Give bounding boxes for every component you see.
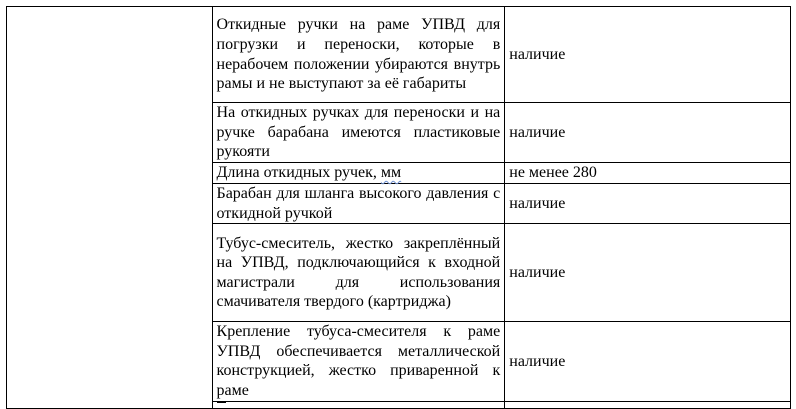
value-text: наличие bbox=[509, 263, 566, 281]
description-cell bbox=[212, 163, 505, 184]
description-text: На откидных ручках для переноски и на ручке барабана имеются пластиковые рукояти bbox=[216, 104, 501, 161]
description-cell bbox=[212, 103, 505, 163]
empty-cell bbox=[7, 7, 213, 409]
value-cell bbox=[505, 103, 791, 163]
description-text: Барабан для шланга высокого давления с откидной ручкой bbox=[216, 185, 501, 222]
description-cell bbox=[212, 7, 505, 103]
value-cell bbox=[505, 322, 791, 401]
description-cell bbox=[212, 224, 505, 322]
value-cell bbox=[505, 7, 791, 103]
value-cell bbox=[505, 224, 791, 322]
value-text: наличие bbox=[509, 45, 566, 63]
description-text: Крепление тубуса-смесителя к раме УПВД обеспечивается металлической конструкцией, жестко приваренной к раме bbox=[216, 323, 501, 399]
value-text: наличие bbox=[509, 352, 566, 370]
description-cell bbox=[212, 322, 505, 401]
value-cell bbox=[505, 163, 791, 184]
value-cell bbox=[505, 401, 791, 408]
description-cell bbox=[212, 184, 505, 224]
description-text: Длина откидных ручек, bbox=[216, 164, 381, 182]
description-text: Откидные ручки на раме УПВД для погрузки и переноски, которые в нерабочем положении убираются внутрь рамы и не выступают за её габариты bbox=[216, 16, 501, 93]
spec-table bbox=[6, 6, 791, 409]
value-text: не менее 280 bbox=[509, 164, 597, 182]
value-text: наличие bbox=[509, 123, 566, 141]
description-text: Тубус-смеситель, жестко закреплённый на УПВД, подключающийся к входной магистрали для использования смачивателя твердого (картриджа) bbox=[216, 234, 501, 311]
table-row bbox=[7, 7, 791, 103]
description-cell bbox=[212, 401, 505, 408]
cutoff-glyph bbox=[217, 402, 226, 408]
unit-text: мм bbox=[380, 164, 402, 182]
value-text: наличие bbox=[509, 194, 566, 212]
value-cell bbox=[505, 184, 791, 224]
